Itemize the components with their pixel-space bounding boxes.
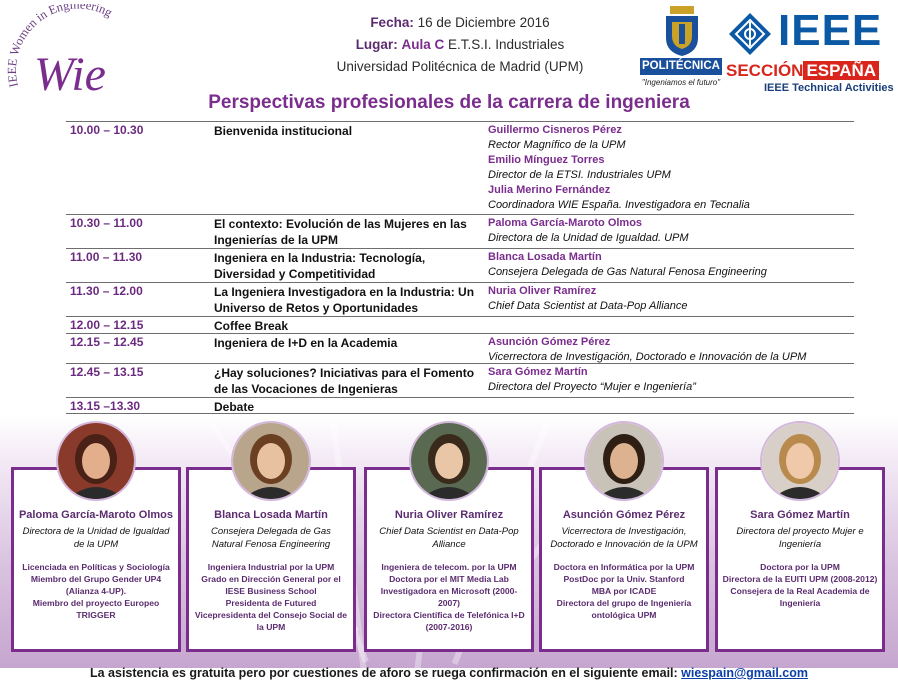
profile-bio	[542, 561, 706, 621]
upm-logo	[640, 6, 722, 94]
speaker-role: Director de la ETSI. Industriales UPM	[488, 169, 671, 181]
agenda-time: 12.15 – 12.45	[70, 335, 144, 349]
agenda-topic: Ingeniera de I+D en la Academia	[214, 336, 398, 350]
profile-role: Directora del proyecto Mujer e Ingeniería	[736, 526, 864, 550]
agenda-topic: Ingeniera en la Industria: Tecnología, Diversidad y Competitividad	[214, 251, 426, 281]
speaker-photo	[56, 421, 136, 501]
portrait-icon	[586, 423, 662, 499]
ieee-logo	[724, 8, 894, 98]
speaker-name: Guillermo Cisneros Pérez	[488, 124, 622, 136]
agenda-row	[66, 121, 854, 214]
profile-bio-line: Doctora en Informática por la UPM	[553, 562, 695, 572]
speaker-name: Sara Gómez Martín	[488, 366, 588, 378]
speaker-name: Paloma García-Maroto Olmos	[488, 217, 643, 229]
profile-name: Sara Gómez Martín	[750, 509, 850, 521]
agenda-time: 12.45 – 13.15	[70, 365, 144, 379]
speaker-name: Nuria Oliver Ramírez	[488, 285, 597, 297]
agenda-row	[66, 333, 854, 363]
agenda-time: 11.00 – 11.30	[70, 250, 143, 264]
wie-arc-text: IEEE Women in Engineering	[5, 4, 115, 89]
speaker-name: Asunción Gómez Pérez	[488, 336, 611, 348]
agenda-topic: ¿Hay soluciones? Iniciativas para el Fomento de las Vocaciones de Ingenieras	[214, 366, 475, 396]
speaker-role: Coordinadora WIE España. Investigadora en Tecnalia	[488, 199, 750, 211]
profile-bio	[367, 561, 531, 633]
event-info	[300, 12, 620, 78]
upm-name: POLITÉCNICA	[640, 58, 722, 75]
upm-shield-icon	[662, 6, 702, 56]
agenda-row	[66, 214, 854, 248]
ieee-seccion-espana: SECCIÓN ESPAÑA	[726, 60, 890, 82]
profile-bio	[14, 561, 178, 621]
profile-bio-line: MBA por ICADE	[591, 586, 657, 596]
speaker-name: Emilio Mínguez Torres	[488, 154, 605, 166]
profile-bio-line: Grado en Dirección General por el IESE Business School	[201, 574, 341, 596]
agenda-time: 10.00 – 10.30	[70, 123, 144, 137]
profile-bio-line: Consejera de la Real Academia de Ingeniería	[730, 586, 870, 608]
profile-bio-line: Licenciada en Políticas y Sociología	[22, 562, 170, 572]
event-date: Fecha: 16 de Diciembre 2016	[370, 15, 550, 30]
agenda-speakers	[488, 216, 854, 246]
speaker-photo	[409, 421, 489, 501]
profile-bio-line: Miembro del proyecto Europeo TRIGGER	[32, 598, 160, 620]
portrait-icon	[411, 423, 487, 499]
agenda-speakers	[488, 123, 854, 213]
speaker-name: Blanca Losada Martín	[488, 251, 602, 263]
portrait-icon	[762, 423, 838, 499]
agenda-topic: Debate	[214, 400, 255, 414]
agenda-time: 11.30 – 12.00	[70, 284, 143, 298]
profile-bio	[718, 561, 882, 609]
agenda-topic: Coffee Break	[214, 319, 289, 333]
wie-logo	[4, 4, 142, 104]
agenda-speakers	[488, 284, 854, 314]
agenda-topic: Bienvenida institucional	[214, 124, 353, 138]
speaker-role: Consejera Delegada de Gas Natural Fenosa Engineering	[488, 266, 767, 278]
profile-bio-line: Doctora por la UPM	[760, 562, 840, 572]
contact-email-link[interactable]: wiespain@gmail.com	[681, 666, 808, 680]
profile-bio-line: Doctora por el MIT Media Lab	[389, 574, 509, 584]
profile-bio-line: Ingeniera Industrial por la UPM	[207, 562, 335, 572]
agenda-topic: El contexto: Evolución de las Mujeres en las Ingenierías de la UPM	[214, 217, 467, 247]
profile-bio-line: Ingeniera de telecom. por la UPM	[381, 562, 517, 572]
profile-role: Chief Data Scientist en Data-Pop Alliance	[379, 526, 519, 550]
agenda-row	[66, 282, 854, 316]
profile-name: Paloma García-Maroto Olmos	[18, 509, 174, 521]
agenda-row	[66, 248, 854, 282]
footer-note	[0, 666, 898, 680]
agenda-time: 12.00 – 12.15	[70, 318, 144, 332]
profile-bio-line: Directora de la EUITI UPM (2008-2012)	[722, 574, 878, 584]
speaker-name: Julia Merino Fernández	[488, 184, 611, 196]
profile-bio-line: PostDoc por la Univ. Stanford	[563, 574, 685, 584]
profile-name: Blanca Losada Martín	[214, 509, 328, 521]
upm-tagline: "Ingeniamos el futuro"	[641, 78, 721, 87]
agenda-time: 13.15 –13.30	[70, 399, 141, 413]
profile-role: Directora de la Unidad de Igualdad de la UPM	[22, 526, 170, 550]
wie-mark: Wie	[34, 48, 106, 101]
profile-bio	[189, 561, 353, 633]
ieee-wordmark: IEEE	[778, 6, 883, 55]
ieee-technical-activities: IEEE Technical Activities	[764, 82, 894, 94]
speaker-role: Directora de la Unidad de Igualdad. UPM	[488, 232, 689, 244]
profile-bio-line: Vicepresidenta del Consejo Social de la UPM	[194, 610, 348, 632]
page-title: Perspectivas profesionales de la carrera de ingeniera	[208, 92, 690, 113]
event-place: Lugar: Aula C E.T.S.I. Industriales	[355, 37, 565, 52]
profile-name: Asunción Gómez Pérez	[562, 509, 686, 521]
profile-bio-line: Investigadora en Microsoft (2000-2007)	[380, 586, 518, 608]
agenda-speakers	[488, 365, 854, 395]
profile-bio-line: Directora del grupo de Ingeniería ontológica UPM	[556, 598, 692, 620]
speaker-role: Vicerrectora de Investigación, Doctorado e Innovación de la UPM	[488, 351, 807, 363]
profile-bio-line: Miembro del Grupo Gender UP4 (Alianza 4-UP).	[30, 574, 162, 596]
agenda-speakers	[488, 250, 854, 280]
agenda-row	[66, 397, 854, 414]
portrait-icon	[233, 423, 309, 499]
ieee-diamond-icon	[728, 12, 772, 56]
speaker-photo	[231, 421, 311, 501]
portrait-icon	[58, 423, 134, 499]
agenda-topic: La Ingeniera Investigadora en la Industria: Un Universo de Retos y Oportunidades	[214, 285, 475, 315]
speaker-role: Chief Data Scientist at Data-Pop Alliance	[488, 300, 688, 312]
footer-text: La asistencia es gratuita pero por cuestiones de aforo se ruega confirmación en el siguiente email:	[90, 666, 678, 680]
profile-name: Nuria Oliver Ramírez	[394, 509, 504, 521]
agenda-row	[66, 316, 854, 333]
profile-bio-line: Directora Científica de Telefónica I+D (2007-2016)	[373, 610, 525, 632]
agenda-row	[66, 363, 854, 397]
agenda-time: 10.30 – 11.00	[70, 216, 143, 230]
profile-role: Consejera Delegada de Gas Natural Fenosa Engineering	[211, 526, 331, 550]
speaker-photo	[584, 421, 664, 501]
speaker-role: Directora del Proyecto “Mujer e Ingeniería”	[488, 381, 696, 393]
event-university: Universidad Politécnica de Madrid (UPM)	[336, 59, 584, 74]
agenda-table	[66, 121, 854, 414]
agenda-speakers	[488, 335, 854, 365]
profile-role: Vicerrectora de Investigación, Doctorado e Innovación de la UPM	[550, 526, 698, 550]
speaker-role: Rector Magnífico de la UPM	[488, 139, 626, 151]
profile-bio-line: Presidenta de Futured	[225, 598, 317, 608]
speaker-photo	[760, 421, 840, 501]
